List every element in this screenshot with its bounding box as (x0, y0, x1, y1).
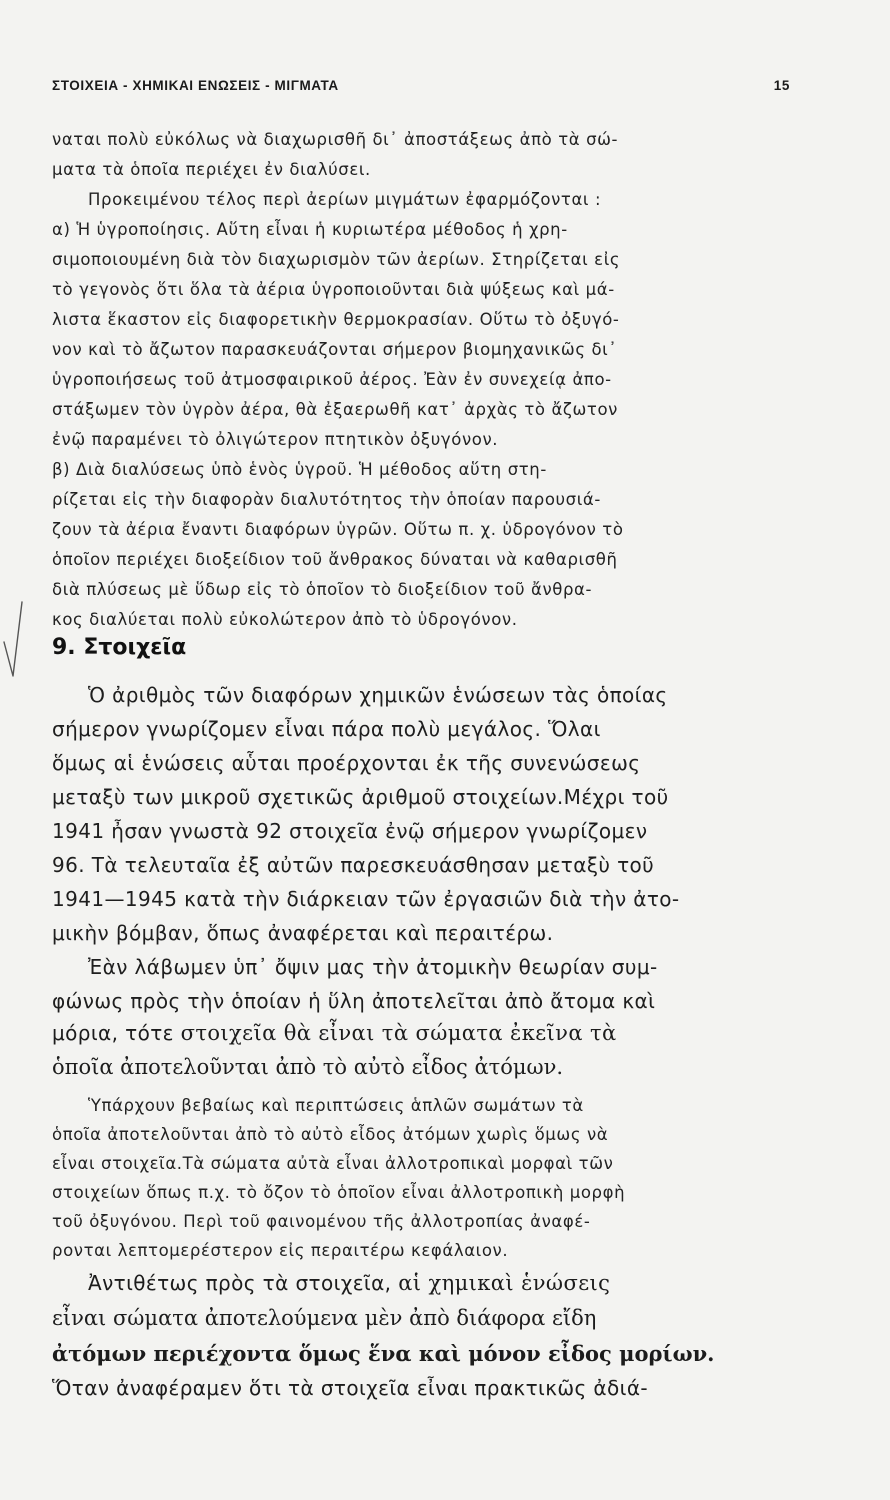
text-line: ρονται λεπτομερέστερον εἰς περαιτέρω κεφάλαιον. (52, 1241, 509, 1260)
text-line: διὰ πλύσεως μὲ ὕδωρ εἰς τὸ ὁποῖον τὸ διοξείδιον τοῦ ἄνθρα- (52, 580, 593, 599)
text-line: ὁποῖα ἀποτελοῦνται ἀπὸ τὸ αὐτὸ εἶδος ἀτόμων χωρὶς ὅμως νὰ (52, 1125, 609, 1144)
text-line: 1941 ἦσαν γνωστὰ 92 στοιχεῖα ἐνῷ σήμερον γνωρίζομεν (52, 819, 648, 843)
section-heading: 9. Στοιχεῖα (52, 635, 187, 660)
text-line: α) Ἡ ὑγροποίησις. Αὕτη εἶναι ἡ κυριωτέρα μέθοδος ἡ χρη- (52, 220, 568, 239)
page-number: 15 (773, 78, 790, 93)
text-line: τοῦ ὀξυγόνου. Περὶ τοῦ φαινομένου τῆς ἀλλοτροπίας ἀναφέ- (52, 1212, 591, 1231)
text-line: μεταξὺ των μικροῦ σχετικῶς ἀριθμοῦ στοιχείων.Μέχρι τοῦ (52, 785, 669, 809)
text-line: 96. Τὰ τελευταῖα ἐξ αὐτῶν παρεσκευάσθησαν μεταξὺ τοῦ (52, 853, 655, 877)
text-line: ναται πολὺ εὐκόλως νὰ διαχωρισθῆ δι᾽ ἀποστάξεως ἀπὸ τὰ σώ- (52, 130, 619, 149)
compounds-emphasis: αἱ χημικαὶ ἑνώσεις (398, 1271, 611, 1295)
text-line: Ἐὰν λάβωμεν ὑπ᾽ ὄψιν μας τὴν ἀτομικὴν θεωρίαν συμ- (88, 955, 658, 979)
text-line: Ὁ ἀριθμὸς τῶν διαφόρων χημικῶν ἑνώσεων τὰς ὁποίας (88, 683, 668, 707)
text-line: στάξωμεν τὸν ὑγρὸν ἀέρα, θὰ ἐξαερωθῆ κατ᾽ ἀρχὰς τὸ ἄζωτον (52, 400, 618, 419)
compounds-emphasis-line: εἶναι σώματα ἀποτελούμενα μὲν ἀπὸ διάφορα εἴδη (52, 1306, 597, 1330)
running-head-title: ΣΤΟΙΧΕΙΑ - ΧΗΜΙΚΑΙ ΕΝΩΣΕΙΣ - ΜΙΓΜΑΤΑ (52, 78, 339, 93)
text-line: ὑγροποιήσεως τοῦ ἀτμοσφαιρικοῦ ἀέρος. Ἐὰν ἐν συνεχείᾳ ἀπο- (52, 370, 612, 389)
text-line: ζουν τὰ ἀέρια ἔναντι διαφόρων ὑγρῶν. Οὕτω π. χ. ὑδρογόνον τὸ (52, 520, 624, 539)
definition-lead: μόρια, τότε (52, 1021, 181, 1045)
text-line (52, 1021, 617, 1045)
compounds-emphasis-line: ἀτόμων περιέχοντα ὅμως ἕνα καὶ μόνον εἶδος μορίων. (52, 1341, 715, 1366)
text-line: ματα τὰ ὁποῖα περιέχει ἐν διαλύσει. (52, 160, 371, 179)
text-line: ἐνῷ παραμένει τὸ ὀλιγώτερον πτητικὸν ὀξυγόνον. (52, 430, 499, 449)
text-line: Ὑπάρχουν βεβαίως καὶ περιπτώσεις ἁπλῶν σωμάτων τὰ (88, 1096, 584, 1115)
text-line: φώνως πρὸς τὴν ὁποίαν ἡ ὕλη ἀποτελεῖται ἀπὸ ἄτομα καὶ (52, 989, 656, 1013)
text-line: ὁποῖον περιέχει διοξείδιον τοῦ ἄνθρακος δύναται νὰ καθαρισθῆ (52, 550, 618, 569)
text-line: σήμερον γνωρίζομεν εἶναι πάρα πολὺ μεγάλος. Ὅλαι (52, 717, 601, 741)
text-line: σιμοποιουμένη διὰ τὸν διαχωρισμὸν τῶν ἀερίων. Στηρίζεται εἰς (52, 250, 621, 269)
text-line: μικὴν βόμβαν, ὅπως ἀναφέρεται καὶ περαιτέρω. (52, 921, 554, 945)
definition-emphasis-line: ὁποῖα ἀποτελοῦνται ἀπὸ τὸ αὐτὸ εἶδος ἀτόμων. (52, 1055, 564, 1079)
text-line: τὸ γεγονὸς ὅτι ὅλα τὰ ἀέρια ὑγροποιοῦνται διὰ ψύξεως καὶ μά- (52, 280, 615, 299)
text-line: ὅμως αἱ ἑνώσεις αὗται προέρχονται ἐκ τῆς συνενώσεως (52, 751, 641, 775)
text-line: 1941—1945 κατὰ τὴν διάρκειαν τῶν ἐργασιῶν διὰ τὴν ἀτο- (52, 887, 680, 911)
text-line: εἶναι στοιχεῖα.Τὰ σώματα αὐτὰ εἶναι ἀλλοτροπικαὶ μορφαὶ τῶν (52, 1154, 614, 1173)
text-line: Προκειμένου τέλος περὶ ἀερίων μιγμάτων ἐφαρμόζονται : (88, 190, 602, 209)
pencil-margin-mark-icon (2, 598, 24, 680)
text-line: ρίζεται εἰς τὴν διαφορὰν διαλυτότητος τὴν ὁποίαν παρουσιά- (52, 490, 601, 509)
text-line: στοιχείων ὅπως π.χ. τὸ ὄζον τὸ ὁποῖον εἶναι ἀλλοτροπικὴ μορφὴ (52, 1183, 626, 1202)
text-line: νον καὶ τὸ ἄζωτον παρασκευάζονται σήμερον βιομηχανικῶς δι᾽ (52, 340, 618, 359)
text-line: κος διαλύεται πολὺ εὐκολώτερον ἀπὸ τὸ ὑδρογόνον. (52, 610, 518, 629)
text-line: β) Διὰ διαλύσεως ὑπὸ ἑνὸς ὑγροῦ. Ἡ μέθοδος αὕτη στη- (52, 460, 547, 479)
text-line (88, 1271, 610, 1295)
compounds-lead: Ἀντιθέτως πρὸς τὰ στοιχεῖα, (88, 1271, 399, 1295)
definition-emphasis: στοιχεῖα θὰ εἶναι τὰ σώματα ἐκεῖνα τὰ (180, 1021, 617, 1045)
text-line: Ὅταν ἀναφέραμεν ὅτι τὰ στοιχεῖα εἶναι πρακτικῶς ἀδιά- (52, 1376, 649, 1400)
text-line: λιστα ἕκαστον εἰς διαφορετικὴν θερμοκρασίαν. Οὕτω τὸ ὀξυγό- (52, 310, 620, 329)
